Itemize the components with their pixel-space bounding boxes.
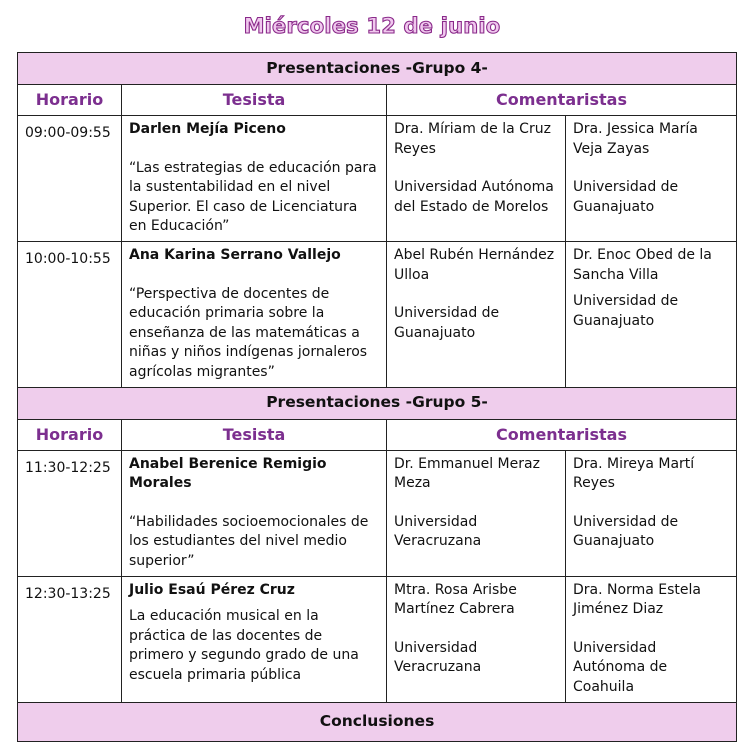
commentator-name: Dra. Míriam de la Cruz Reyes (394, 121, 551, 157)
schedule-table (17, 52, 737, 742)
commentator-institution: Universidad de Guanajuato (573, 513, 679, 550)
thesis-cell (122, 241, 387, 387)
commentator-name: Dr. Emmanuel Meraz Meza (394, 455, 540, 492)
thesis-title: La educación musical en la práctica de las docentes de primero y segundo grado de una escuela primaria pública (129, 608, 359, 683)
header-tesista: Tesista (122, 85, 387, 116)
thesis-cell (122, 116, 387, 242)
thesis-title: “Habilidades socioemocionales de los estudiantes del nivel medio superior” (129, 513, 369, 569)
thesis-cell (122, 450, 387, 576)
commentator-cell (566, 116, 737, 242)
group4-heading-row (18, 53, 737, 85)
header-horario: Horario (18, 419, 122, 450)
commentator-cell (566, 450, 737, 576)
commentator-name: Abel Rubén Hernández Ulloa (394, 246, 555, 283)
commentator-cell (566, 576, 737, 702)
commentator-name: Dra. Norma Estela Jiménez Diaz (573, 581, 701, 618)
commentator-institution: Universidad de Guanajuato (394, 305, 500, 341)
thesis-title: “Las estrategias de educación para la sustentabilidad en el nivel Superior. El caso de Licenciatura en Educación” (129, 159, 377, 235)
conclusions-row (18, 702, 737, 741)
thesis-cell (122, 576, 387, 702)
page-title: Miércoles 12 de junio (243, 14, 501, 38)
time-cell: 09:00-09:55 (18, 116, 122, 242)
commentator-name: Dr. Enoc Obed de la Sancha Villa (573, 246, 712, 283)
group5-heading: Presentaciones -Grupo 5- (18, 387, 737, 419)
commentator-name: Dra. Mireya Martí Reyes (573, 455, 695, 492)
commentator-institution: Universidad de Guanajuato (573, 179, 679, 215)
commentator-cell (387, 241, 566, 387)
header-tesista: Tesista (122, 419, 387, 450)
commentator-cell (387, 576, 566, 702)
commentator-institution: Universidad Autónoma de Coahuila (573, 639, 668, 695)
commentator-name: Mtra. Rosa Arisbe Martínez Cabrera (394, 581, 517, 618)
table-row (18, 241, 737, 387)
commentator-institution: Universidad Autónoma del Estado de Morelos (394, 179, 554, 215)
conclusions-heading: Conclusiones (18, 702, 737, 741)
time-cell: 10:00-10:55 (18, 241, 122, 387)
group4-column-header-row (18, 85, 737, 116)
thesis-title: “Perspectiva de docentes de educación primaria sobre la enseñanza de las matemáticas a niñas y niños indígenas jornaleros agrícolas migrantes” (129, 285, 368, 380)
commentator-cell (387, 116, 566, 242)
header-horario: Horario (18, 85, 122, 116)
commentator-cell (387, 450, 566, 576)
commentator-institution: Universidad Veracruzana (394, 513, 482, 550)
student-name: Anabel Berenice Remigio Morales (129, 455, 327, 492)
time-cell: 11:30-12:25 (18, 450, 122, 576)
table-row (18, 576, 737, 702)
commentator-institution: Universidad de Guanajuato (573, 293, 679, 329)
header-comentaristas: Comentaristas (387, 419, 737, 450)
group5-heading-row (18, 387, 737, 419)
table-row (18, 116, 737, 242)
group5-column-header-row (18, 419, 737, 450)
commentator-institution: Universidad Veracruzana (394, 639, 482, 676)
table-row (18, 450, 737, 576)
commentator-cell (566, 241, 737, 387)
header-comentaristas: Comentaristas (387, 85, 737, 116)
student-name: Ana Karina Serrano Vallejo (129, 246, 341, 263)
student-name: Julio Esaú Pérez Cruz (129, 581, 295, 598)
group4-heading: Presentaciones -Grupo 4- (18, 53, 737, 85)
time-cell: 12:30-13:25 (18, 576, 122, 702)
commentator-name: Dra. Jessica María Veja Zayas (573, 121, 698, 157)
student-name: Darlen Mejía Piceno (129, 121, 286, 137)
